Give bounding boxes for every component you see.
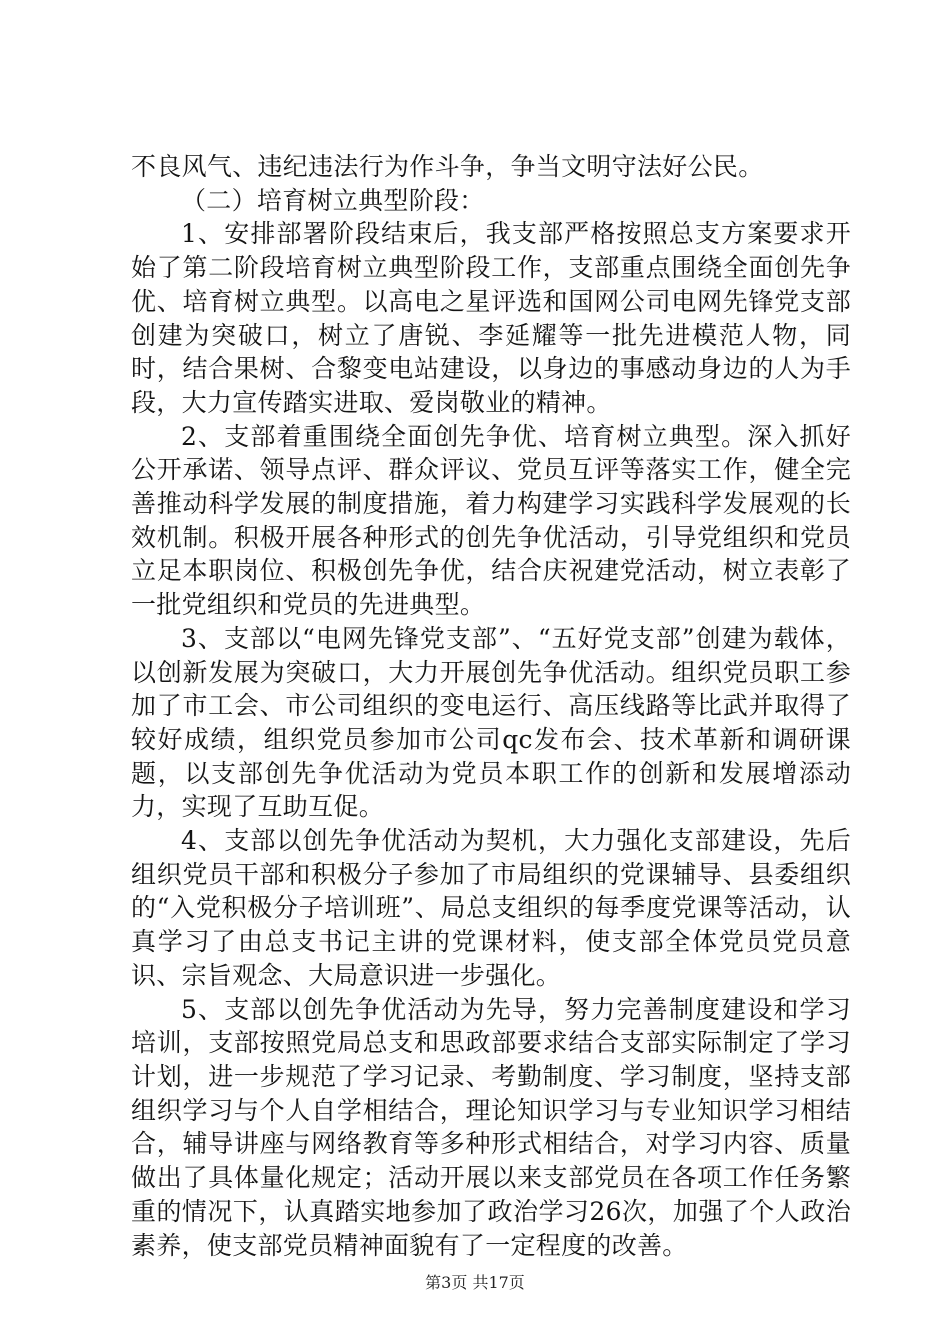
page-number-footer: 第3页 共17页: [425, 1273, 525, 1292]
section-heading: （二）培育树立典型阶段：: [181, 185, 485, 215]
paragraph-item-4: 4、支部以创先争优活动为契机，大力强化支部建设，先后组织党员干部和积极分子参加了市局组织的党课辅导、县委组织的“入党积极分子培训班”、局总支组织的每季度党课等活动，认真学习了由总支书记主讲的党课材料，使支部全体党员党员意识、宗旨观念、大局意识进一步强化。: [131, 826, 851, 990]
paragraph-item-5: 5、支部以创先争优活动为先导，努力完善制度建设和学习培训，支部按照党局总支和思政部要求结合支部实际制定了学习计划，进一步规范了学习记录、考勤制度、学习制度，坚持支部组织学习与个人自学相结合，理论知识学习与专业知识学习相结合，辅导讲座与网络教育等多种形式相结合，对学习内容、质量做出了具体量化规定；活动开展以来支部党员在各项工作任务繁重的情况下，认真踏实地参加了政治学习26次，加强了个人政治素养，使支部党员精神面貌有了一定程度的改善。: [131, 994, 851, 1260]
paragraph-item-1: 1、安排部署阶段结束后，我支部严格按照总支方案要求开始了第二阶段培育树立典型阶段工作，支部重点围绕全面创先争优、培育树立典型。以高电之星评选和国网公司电网先锋党支部创建为突破口，树立了唐锐、李延耀等一批先进模范人物，同时，结合果树、合黎变电站建设，以身边的事感动身边的人为手段，大力宣传踏实进取、爱岗敬业的精神。: [131, 219, 851, 417]
paragraph-continuation: 不良风气、违纪违法行为作斗争，争当文明守法好公民。: [131, 152, 764, 181]
body-text: [131, 150, 851, 1262]
paragraph-item-2: 2、支部着重围绕全面创先争优、培育树立典型。深入抓好公开承诺、领导点评、群众评议、党员互评等落实工作，健全完善推动科学发展的制度措施，着力构建学习实践科学发展观的长效机制。积极开展各种形式的创先争优活动，引导党组织和党员立足本职岗位、积极创先争优，结合庆祝建党活动，树立表彰了一批党组织和党员的先进典型。: [131, 421, 851, 620]
paragraph-item-3: 3、支部以“电网先锋党支部”、“五好党支部”创建为载体，以创新发展为突破口，大力开展创先争优活动。组织党员职工参加了市工会、市公司组织的变电运行、高压线路等比武并取得了较好成绩，组织党员参加市公司qc发布会、技术革新和调研课题，以支部创先争优活动为党员本职工作的创新和发展增添动力，实现了互助互促。: [131, 623, 851, 822]
